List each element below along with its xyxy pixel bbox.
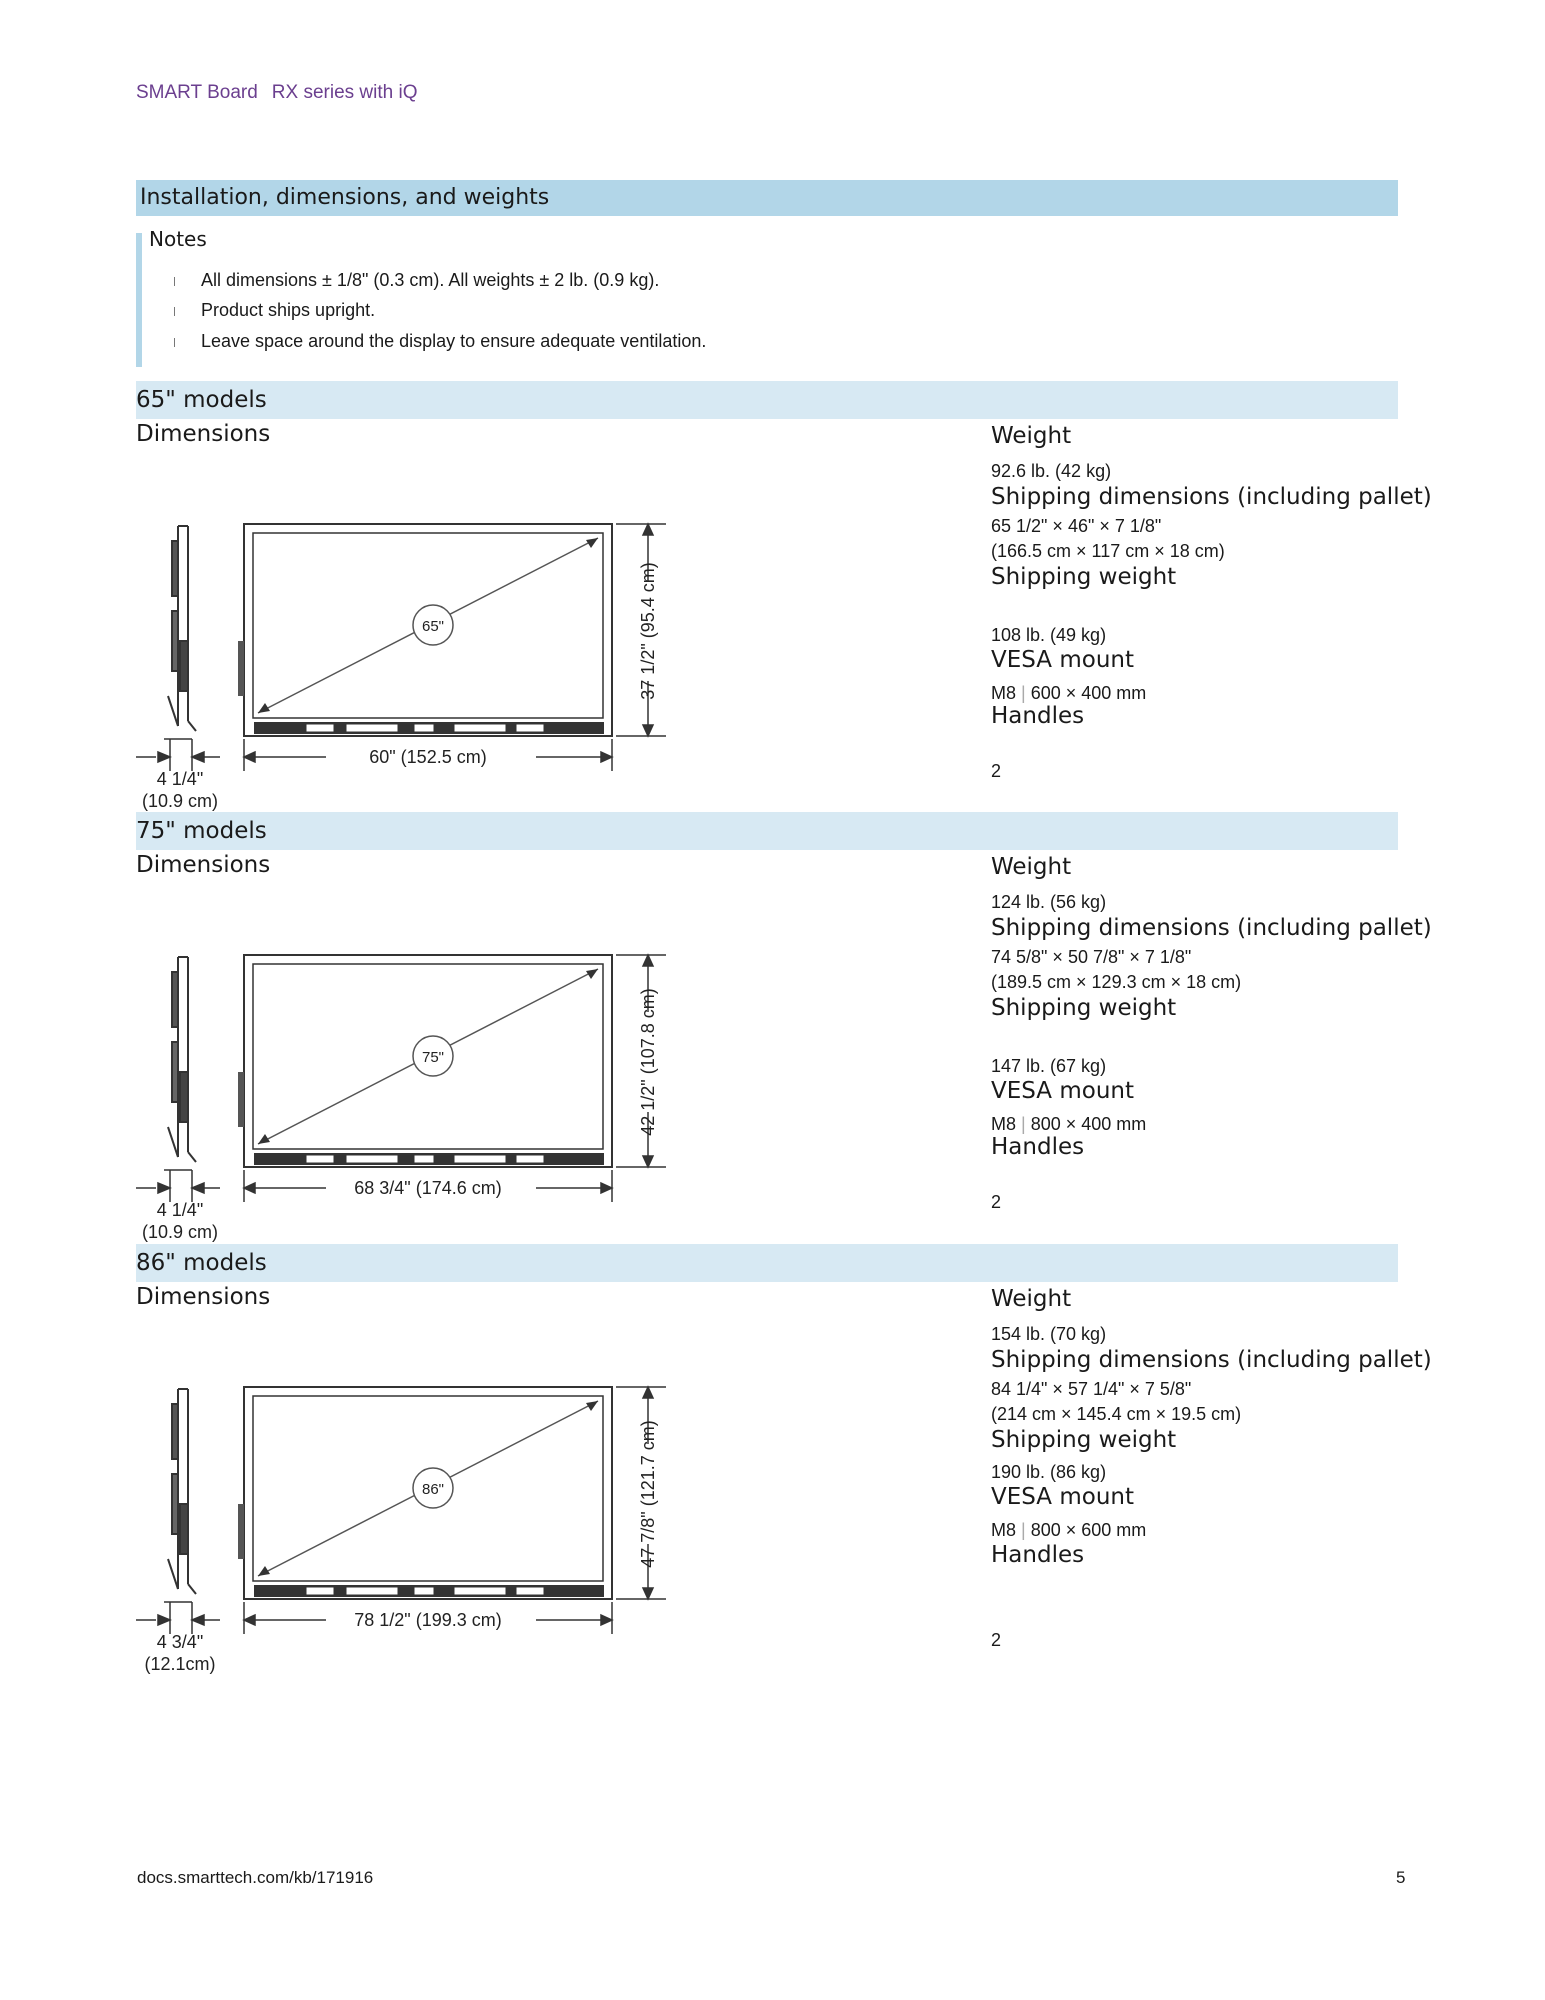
handles-value: 2: [991, 1630, 1002, 1650]
shipping-dimensions-metric: (189.5 cm × 129.3 cm × 18 cm): [991, 972, 1242, 992]
dimension-diagram: [136, 1344, 696, 1674]
diagonal-label: 86": [421, 1481, 445, 1498]
shipping-dimensions-metric: (214 cm × 145.4 cm × 19.5 cm): [991, 1404, 1242, 1424]
width-label: 60" (152.5 cm): [369, 747, 487, 767]
dimension-diagram: [136, 912, 696, 1242]
shipping-dimensions-metric: (166.5 cm × 117 cm × 18 cm): [991, 541, 1225, 561]
vesa-label: VESA mount: [991, 647, 1134, 673]
brand-name: SMART Board: [136, 82, 258, 103]
handles-label: Handles: [991, 703, 1085, 729]
vesa-size: 800 × 600 mm: [1030, 1520, 1147, 1540]
height-label: 37 1/2" (95.4 cm): [638, 562, 658, 700]
footer-url[interactable]: docs.smarttech.com/kb/171916: [137, 1868, 374, 1887]
vesa-screw: M8: [991, 683, 1017, 703]
notes-bar: [136, 233, 142, 367]
vesa-size: 600 × 400 mm: [1030, 683, 1147, 703]
vesa-value: [991, 1520, 1146, 1541]
diagonal-label: 65": [421, 618, 445, 635]
note-item: All dimensions ± 1/8" (0.3 cm). All weights ± 2 lb. (0.9 kg).: [176, 270, 659, 291]
vesa-screw: M8: [991, 1520, 1017, 1540]
section-title: Installation, dimensions, and weights: [136, 180, 1398, 216]
shipping-weight-value: 147 lb. (67 kg): [991, 1056, 1107, 1076]
width-label: 68 3/4" (174.6 cm): [354, 1178, 502, 1198]
vesa-screw: M8: [991, 1114, 1017, 1134]
dimensions-label: Dimensions: [136, 852, 271, 878]
page-number: 5: [1396, 1868, 1406, 1887]
depth-label-cm: (10.9 cm): [141, 1222, 219, 1242]
handles-label: Handles: [991, 1134, 1085, 1160]
depth-label-in: 4 3/4": [156, 1632, 204, 1652]
shipping-dimensions-label: Shipping dimensions (including pallet): [991, 484, 1432, 510]
weight-value: 92.6 lb. (42 kg): [991, 461, 1112, 481]
weight-label: Weight: [991, 1286, 1072, 1312]
model-title: 75" models: [136, 812, 1398, 850]
shipping-weight-label: Shipping weight: [991, 564, 1177, 590]
weight-label: Weight: [991, 423, 1072, 449]
display-dimension-drawing: [136, 912, 696, 1242]
product-name: RX series with iQ: [271, 82, 418, 103]
shipping-weight-value: 108 lb. (49 kg): [991, 625, 1107, 645]
side-profile: [168, 957, 196, 1162]
shipping-weight-label: Shipping weight: [991, 995, 1177, 1021]
shipping-dimensions-imperial: 74 5/8" × 50 7/8" × 7 1/8": [991, 947, 1192, 967]
display-dimension-drawing: [136, 481, 696, 811]
shipping-dimensions-label: Shipping dimensions (including pallet): [991, 915, 1432, 941]
depth-arrow: [136, 739, 220, 771]
notes-title: Notes: [149, 227, 207, 251]
vesa-separator: |: [1021, 1114, 1026, 1134]
vesa-label: VESA mount: [991, 1484, 1134, 1510]
weight-value: 154 lb. (70 kg): [991, 1324, 1107, 1344]
note-item: Leave space around the display to ensure adequate ventilation.: [176, 331, 706, 352]
vesa-label: VESA mount: [991, 1078, 1134, 1104]
height-label: 42 1/2" (107.8 cm): [638, 988, 658, 1136]
dimensions-label: Dimensions: [136, 421, 271, 447]
handles-value: 2: [991, 761, 1002, 781]
running-header: [136, 82, 418, 104]
side-profile: [168, 1389, 196, 1594]
diagonal-label: 75": [421, 1049, 445, 1066]
note-item: Product ships upright.: [176, 300, 375, 321]
vesa-separator: |: [1021, 1520, 1026, 1540]
weight-value: 124 lb. (56 kg): [991, 892, 1107, 912]
dimensions-label: Dimensions: [136, 1284, 271, 1310]
handles-value: 2: [991, 1192, 1002, 1212]
model-title: 86" models: [136, 1244, 1398, 1282]
shipping-weight-value: 190 lb. (86 kg): [991, 1462, 1107, 1482]
display-dimension-drawing: [136, 1344, 696, 1674]
vesa-value: [991, 1114, 1146, 1135]
dimension-diagram: [136, 481, 696, 811]
depth-label-cm: (12.1cm): [144, 1654, 216, 1674]
vesa-size: 800 × 400 mm: [1030, 1114, 1147, 1134]
model-title: 65" models: [136, 381, 1398, 419]
shipping-dimensions-label: Shipping dimensions (including pallet): [991, 1347, 1432, 1373]
vesa-value: [991, 683, 1146, 704]
height-label: 47 7/8" (121.7 cm): [638, 1420, 658, 1568]
width-label: 78 1/2" (199.3 cm): [354, 1610, 502, 1630]
shipping-dimensions-imperial: 84 1/4" × 57 1/4" × 7 5/8": [991, 1379, 1192, 1399]
vesa-separator: |: [1021, 683, 1026, 703]
depth-label-in: 4 1/4": [156, 1200, 204, 1220]
side-profile: [168, 526, 196, 731]
depth-label-in: 4 1/4": [156, 769, 204, 789]
shipping-dimensions-imperial: 65 1/2" × 46" × 7 1/8": [991, 516, 1162, 536]
depth-label-cm: (10.9 cm): [141, 791, 219, 811]
shipping-weight-label: Shipping weight: [991, 1427, 1177, 1453]
weight-label: Weight: [991, 854, 1072, 880]
depth-arrow: [136, 1170, 220, 1202]
handles-label: Handles: [991, 1542, 1085, 1568]
depth-arrow: [136, 1602, 220, 1634]
